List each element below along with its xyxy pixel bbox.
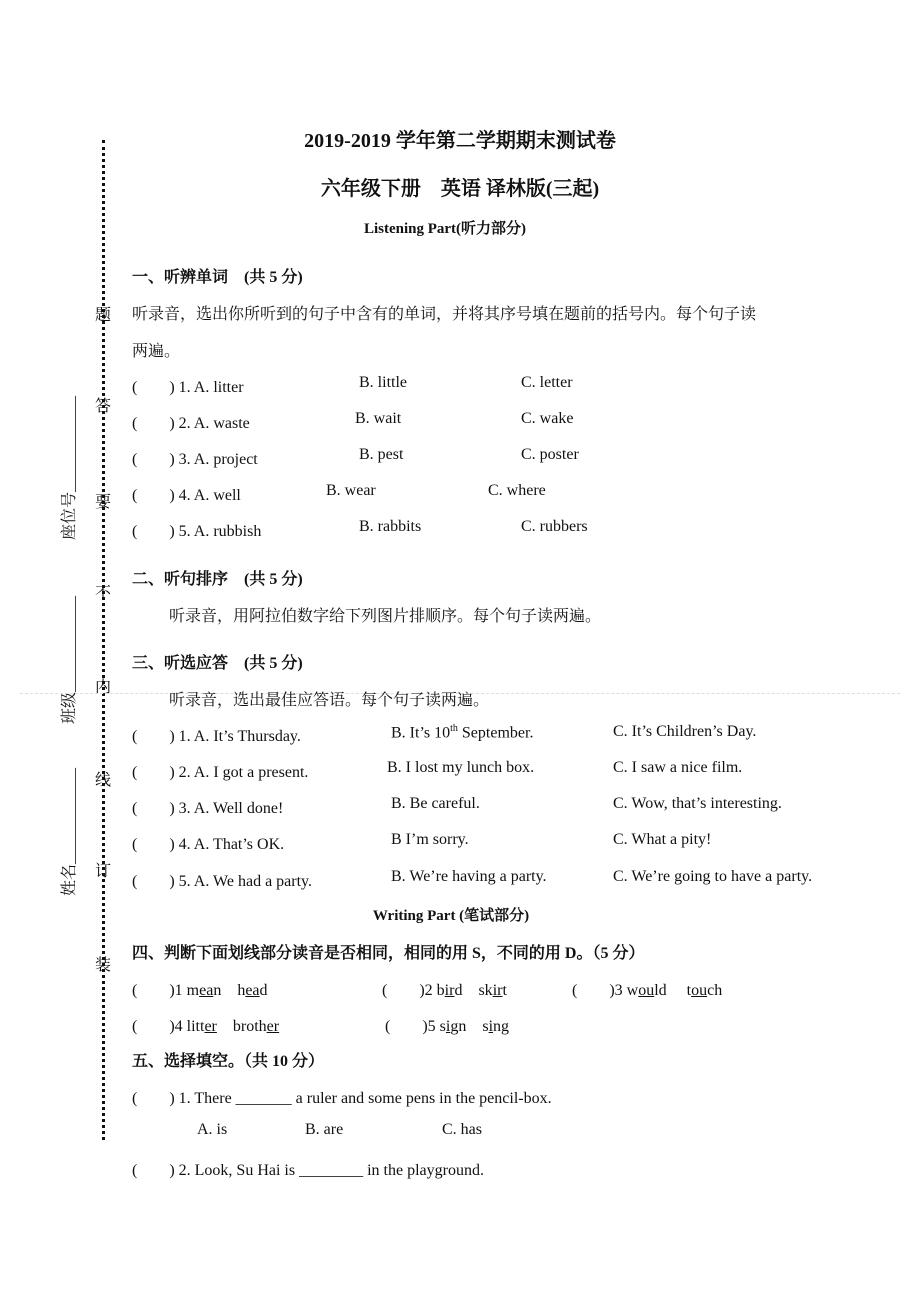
q3-2-option-b: B. I lost my lunch box. [387, 759, 535, 776]
section1-instruction: 听录音，选出你所听到的句子中含有的单词，并将其序号填在题前的括号内。每个句子读 [132, 306, 757, 323]
q3-4-option-b: B I’m sorry. [391, 831, 469, 848]
q3-3-option-a: ( ) 3. A. Well done! [132, 800, 284, 817]
section1-instruction-cont: 两遍。 [132, 343, 181, 360]
writing-part-title: Writing Part (笔试部分) [372, 908, 530, 924]
listening-part-title: Listening Part(听力部分) [363, 221, 527, 237]
q1-3-option-b: B. pest [359, 446, 404, 463]
q3-4-option-a: ( ) 4. A. That’s OK. [132, 836, 285, 853]
q4-1: ( )1 mean head [132, 982, 268, 999]
q1-4-option-c: C. where [488, 482, 546, 499]
q5-1-option-b: B. are [305, 1121, 344, 1138]
q1-4-option-a: ( ) 4. A. well [132, 487, 241, 504]
name-label: 姓名____________ [61, 767, 78, 896]
q4-5: ( )5 sign sing [385, 1018, 510, 1035]
margin-char: 内 [94, 679, 111, 696]
q1-5-option-a: ( ) 5. A. rubbish [132, 523, 262, 540]
section1-heading: 一、听辨单词 (共 5 分) [132, 269, 303, 286]
margin-char: 不 [94, 585, 111, 602]
q5-1-option-a: A. is [197, 1121, 228, 1138]
q1-1-option-c: C. letter [521, 374, 573, 391]
q1-3-option-a: ( ) 3. A. project [132, 451, 258, 468]
q5-1: ( ) 1. There _______ a ruler and some pens in the pencil-box. [132, 1090, 552, 1107]
q4-2: ( )2 bird skirt [382, 982, 507, 999]
exam-title: 2019-2019 学年第二学期期末测试卷 [304, 130, 616, 152]
q1-1-option-b: B. little [359, 374, 407, 391]
exam-subtitle: 六年级下册 英语 译林版(三起) [320, 178, 600, 200]
class-label: 班级____________ [61, 595, 78, 724]
q3-3-option-c: C. Wow, that’s interesting. [613, 795, 782, 812]
q3-2-option-a: ( ) 2. A. I got a present. [132, 764, 309, 781]
q1-3-option-c: C. poster [521, 446, 579, 463]
q4-4: ( )4 litter brother [132, 1018, 280, 1035]
q1-2-option-a: ( ) 2. A. waste [132, 415, 250, 432]
q4-3: ( )3 would touch [572, 982, 723, 999]
q3-1-option-b: B. It’s 10th September. [391, 723, 534, 742]
q3-1-option-a: ( ) 1. A. It’s Thursday. [132, 728, 301, 745]
q5-1-option-c: C. has [442, 1121, 482, 1138]
margin-char: 要 [94, 494, 111, 511]
margin-char: 订 [94, 863, 111, 880]
margin-char: 线 [94, 772, 111, 789]
q3-5-option-a: ( ) 5. A. We had a party. [132, 873, 313, 890]
section5-heading: 五、选择填空。（共 10 分） [132, 1053, 325, 1070]
q5-2: ( ) 2. Look, Su Hai is ________ in the playground. [132, 1162, 484, 1179]
q1-4-option-b: B. wear [326, 482, 376, 499]
margin-char: 装 [94, 957, 111, 974]
margin-char: 答 [94, 398, 111, 415]
q3-3-option-b: B. Be careful. [391, 795, 480, 812]
section2-heading: 二、听句排序 (共 5 分) [132, 571, 303, 588]
section3-instruction: 听录音，选出最佳应答语。每个句子读两遍。 [169, 692, 490, 709]
section3-heading: 三、听选应答 (共 5 分) [132, 655, 303, 672]
q1-1-option-a: ( ) 1. A. litter [132, 379, 244, 396]
binding-dotted-line [102, 140, 105, 1140]
q3-5-option-c: C. We’re going to have a party. [613, 868, 813, 885]
seat-number-label: 座位号____________ [61, 395, 78, 540]
margin-char: 题 [94, 307, 111, 324]
q1-2-option-c: C. wake [521, 410, 574, 427]
section2-instruction: 听录音，用阿拉伯数字给下列图片排顺序。每个句子读两遍。 [169, 608, 602, 625]
q3-5-option-b: B. We’re having a party. [391, 868, 547, 885]
q1-5-option-b: B. rabbits [359, 518, 422, 535]
q3-1-option-c: C. It’s Children’s Day. [613, 723, 757, 740]
q1-2-option-b: B. wait [355, 410, 402, 427]
section4-heading: 四、判断下面划线部分读音是否相同，相同的用 S，不同的用 D。（5 分） [132, 945, 645, 962]
q1-5-option-c: C. rubbers [521, 518, 588, 535]
q3-2-option-c: C. I saw a nice film. [613, 759, 743, 776]
q3-4-option-c: C. What a pity! [613, 831, 712, 848]
